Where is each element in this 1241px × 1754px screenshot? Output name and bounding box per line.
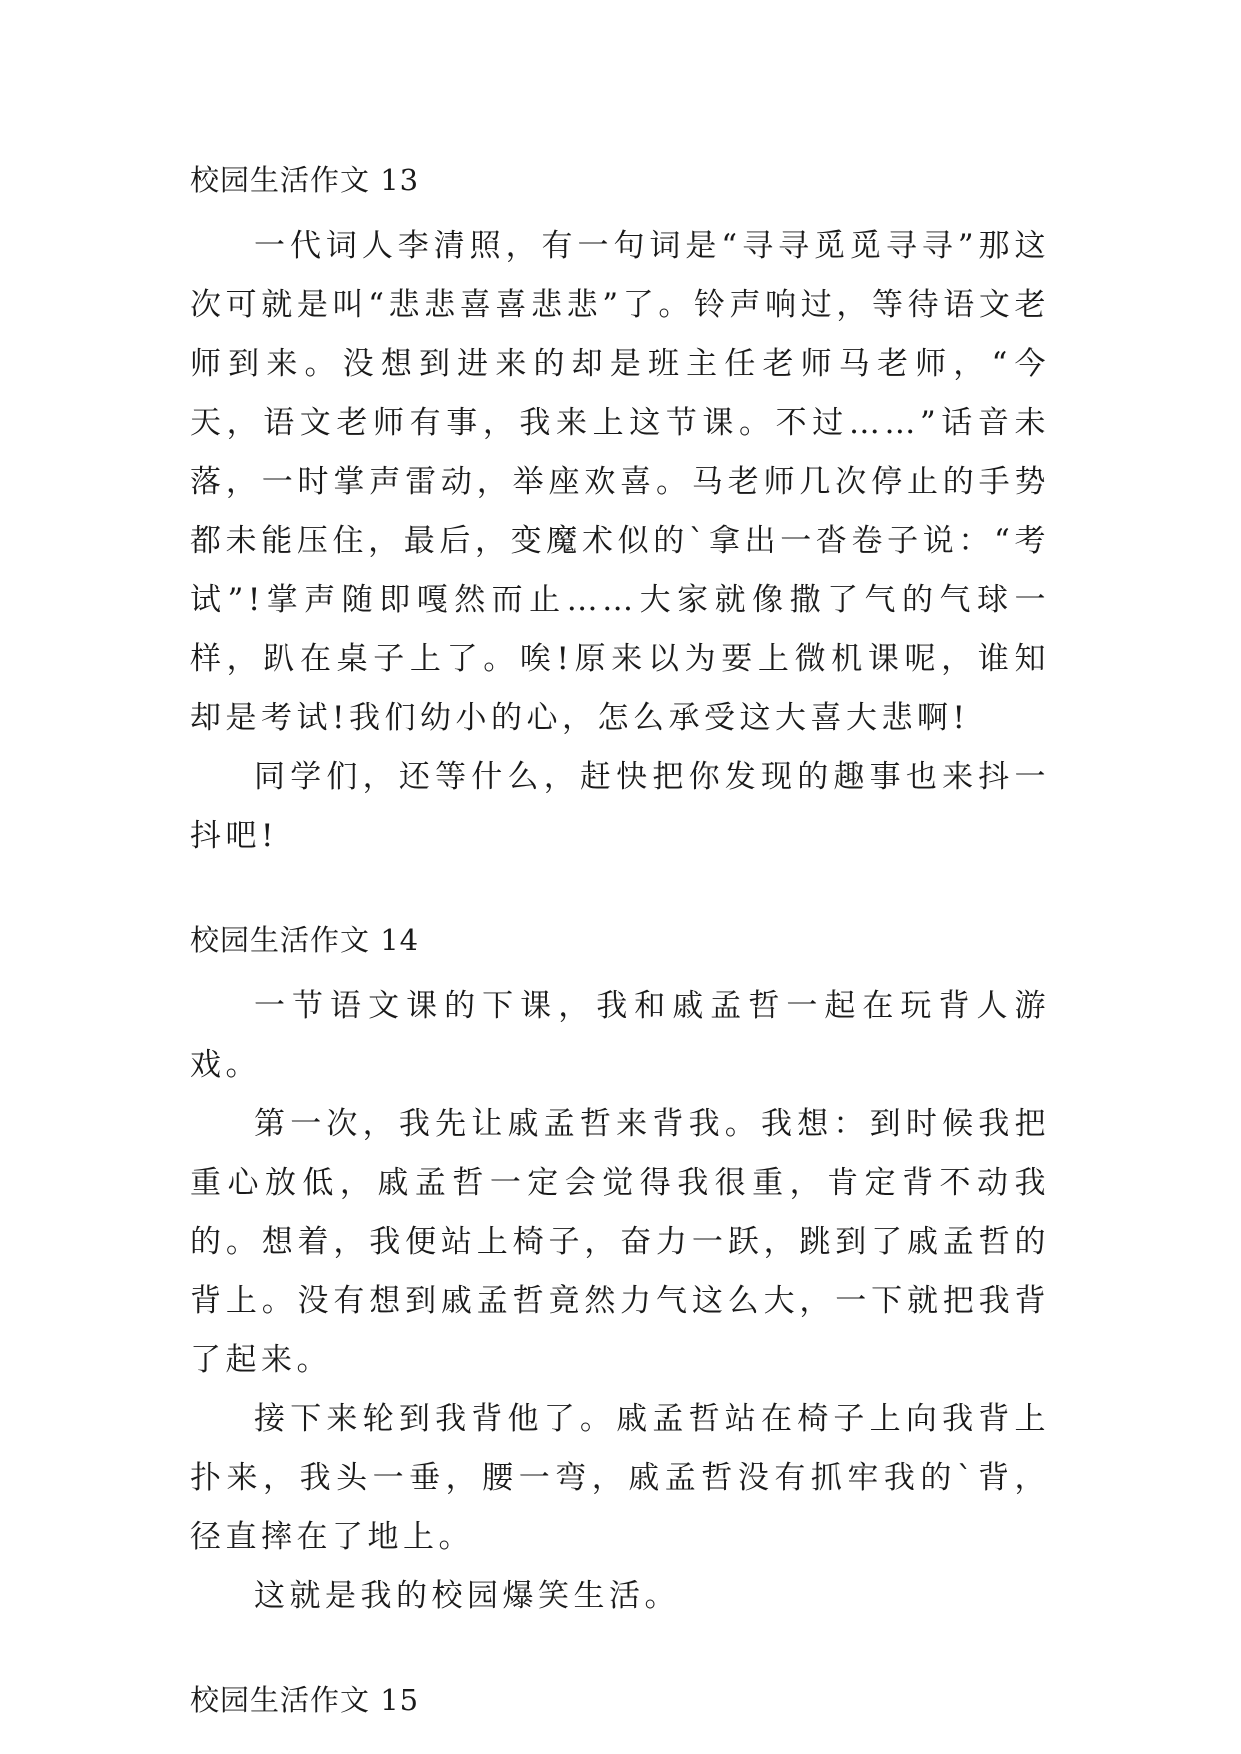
paragraph: 接下来轮到我背他了。戚孟哲站在椅子上向我背上扑来，我头一垂，腰一弯，戚孟哲没有抓牢我的`背，径直摔在了地上。 (190, 1401, 1050, 1555)
paragraph: 一代词人李清照，有一句词是“寻寻觅觅寻寻”那这次可就是叫“悲悲喜喜悲悲”了。铃声响过，等待语文老师到来。没想到进来的却是班主任老师马老师，“今天，语文老师有事，我来上这节课。不过……”话音未落，一时掌声雷动，举座欢喜。马老师几次停止的手势都未能压住，最后，变魔术似的`拿出一沓卷子说：“考试”!掌声随即嘎然而止……大家就像撒了气的气球一样，趴在桌子上了。唉!原来以为要上微机课呢，谁知却是考试!我们幼小的心，怎么承受这大喜大悲啊! (190, 228, 1050, 736)
paragraph: 同学们，还等什么，赶快把你发现的趣事也来抖一抖吧! (190, 759, 1050, 854)
paragraph: 第一次，我先让戚孟哲来背我。我想：到时候我把重心放低，戚孟哲一定会觉得我很重，肯定背不动我的。想着，我便站上椅子，奋力一跃，跳到了戚孟哲的背上。没有想到戚孟哲竟然力气这么大，一下就把我背了起来。 (190, 1106, 1050, 1378)
paragraph: 一节语文课的下课，我和戚孟哲一起在玩背人游戏。 (190, 988, 1050, 1083)
essay-title-14: 校园生活作文 14 (190, 923, 420, 957)
essay-section-15 (190, 1680, 1050, 1720)
paragraph: 这就是我的校园爆笑生活。 (254, 1578, 680, 1614)
essay-section-13 (190, 160, 1050, 866)
essay-title-13: 校园生活作文 13 (190, 163, 420, 197)
document-body (190, 160, 1050, 1720)
essay-title-15: 校园生活作文 15 (190, 1683, 420, 1717)
essay-section-14 (190, 920, 1050, 1626)
